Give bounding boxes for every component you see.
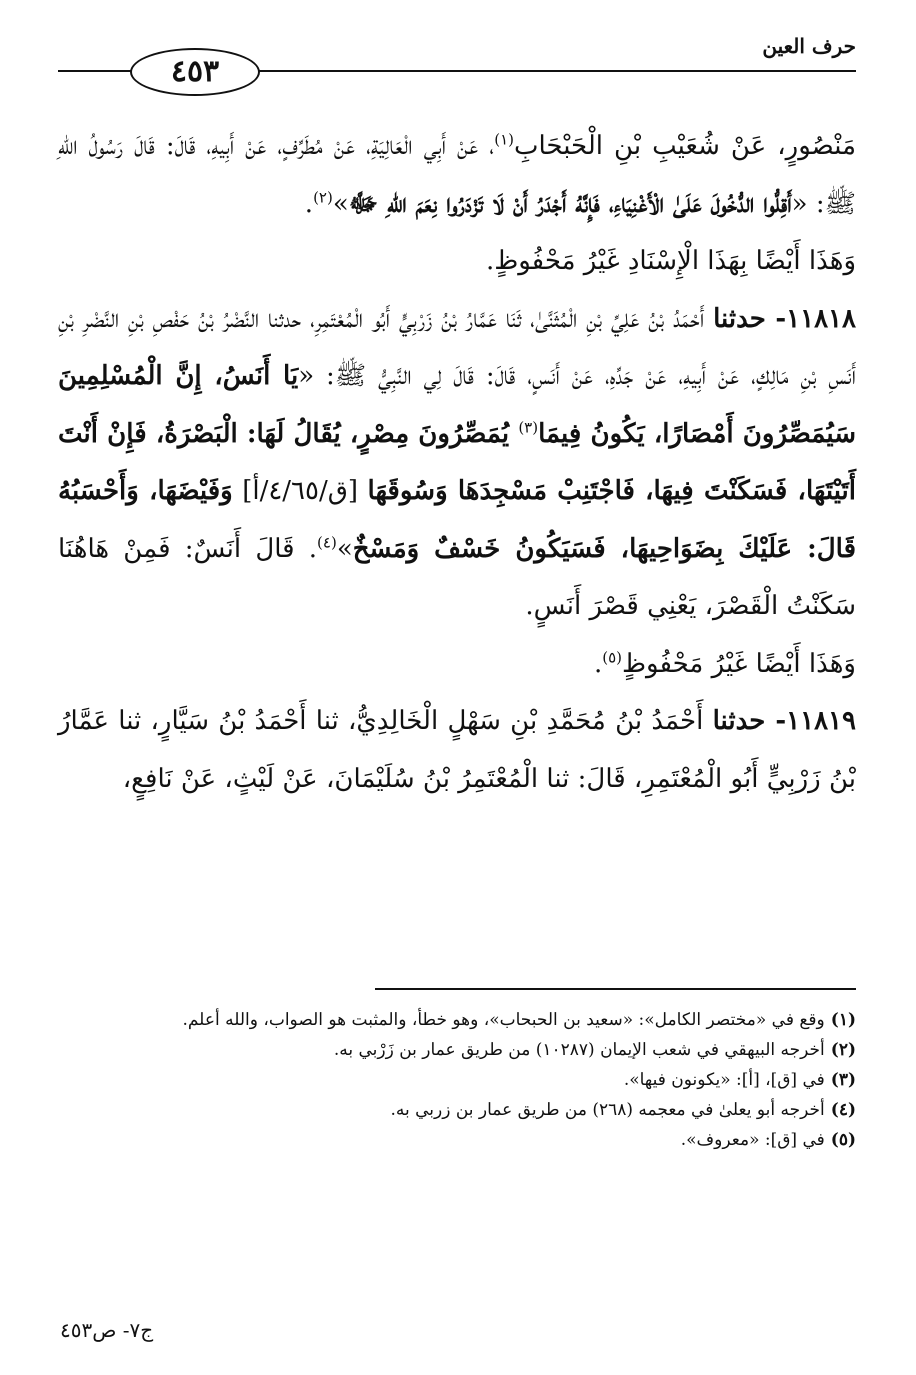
footnote-ref: (٥) xyxy=(602,647,622,666)
text-segment: [ق/٤/٦٥/أ] xyxy=(232,476,368,506)
text-segment: » xyxy=(332,188,349,219)
text-segment: وَهَذَا أَيْضًا بِهَذَا الْإِسْنَادِ غَيْرُ مَحْفُوظٍ. xyxy=(485,246,856,276)
main-text xyxy=(58,118,856,808)
footnote-mark: (٥) xyxy=(830,1130,856,1150)
paragraph-p1 xyxy=(58,118,856,233)
footnote-text: أخرجه البيهقي في شعب الإيمان (١٠٢٨٧) من طريق عمار بن زَرْبي به. xyxy=(333,1040,825,1060)
page-header xyxy=(58,30,856,100)
footnote xyxy=(58,1035,856,1065)
page-number: ٤٥٣ xyxy=(170,54,220,89)
bold-text: ١١٨١٩- حدثنا xyxy=(712,706,856,736)
footnotes xyxy=(58,1005,856,1155)
footnote-mark: (١) xyxy=(830,1010,856,1030)
footnote xyxy=(58,1005,856,1035)
text-segment: » xyxy=(336,533,353,564)
paragraph-p5 xyxy=(58,693,856,808)
text-segment: وَهَذَا أَيْضًا غَيْرُ مَحْفُوظٍ xyxy=(622,648,856,679)
paragraph-p4 xyxy=(58,636,856,694)
footnote-mark: (٣) xyxy=(830,1070,856,1090)
bold-text: وَفَيْضَهَا، وَأَحْسَبُهُ قَالَ: عَلَيْكَ بِضَوَاحِيهَا، فَسَيَكُونُ خَسْفٌ وَمَسْخٌ xyxy=(58,476,857,564)
text-segment: . قَالَ أَنَسٌ: فَمِنْ هَاهُنَا سَكَنْتُ الْقَصْرَ، يَعْنِي قَصْرَ أَنَسٍ. xyxy=(58,533,856,621)
text-segment: . xyxy=(304,188,314,219)
footnote-ref: (١) xyxy=(494,130,515,149)
page-number-badge xyxy=(130,48,260,96)
footnote xyxy=(58,1065,856,1095)
text-segment: ، عَنْ أَبِي الْعَالِيَةِ، عَنْ مُطَرِّفٍ، عَنْ أَبِيهِ، قَالَ: قَالَ رَسُولُ اللهِ ﷺ: « xyxy=(58,131,856,219)
footnote-ref: (٢) xyxy=(313,187,333,206)
paragraph-p3 xyxy=(58,291,856,636)
bold-text: ١١٨١٨- حدثنا xyxy=(713,303,856,334)
text-segment: أَحْمَدُ بْنُ مُحَمَّدِ بْنِ سَهْلٍ الْخَالِدِيُّ، ثنا أَحْمَدُ بْنُ سَيَّارٍ، ثنا عَمَّارُ بْنُ زَرْبِيٍّ أَبُو الْمُعْتَمِرِ، قَالَ: ثنا الْمُعْتَمِرُ بْنُ سُلَيْمَانَ، عَنْ لَيْثٍ، عَنْ نَافِعٍ، xyxy=(58,706,856,794)
footnote-text: في [ق]، [أ]: «يكونون فيها». xyxy=(623,1070,825,1090)
footnote-separator xyxy=(375,988,856,990)
volume-page-reference: ج٧- ص٤٥٣ xyxy=(60,1318,154,1342)
text-segment: أَحْمَدُ بْنُ عَلِيِّ بْنِ الْمُثَنَّىٰ، ثَنَا عَمَّارُ بْنُ زَرْبِيٍّ أَبُو الْمُعْتَمِرِ، حدثنا النَّضْرُ بْنُ حَفْصِ بْنِ النَّضْرِ بْنِ أَنَسِ بْنِ مَالِكٍ، عَنْ أَبِيهِ، عَنْ جَدِّهِ، عَنْ أَنَسٍ، قَالَ: قَالَ لِي النَّبِيُّ ﷺ: « xyxy=(58,303,857,391)
footnote-mark: (٢) xyxy=(830,1040,856,1060)
footnote-text: في [ق]: «معروف». xyxy=(680,1130,825,1150)
text-segment: . xyxy=(593,648,603,679)
footnote xyxy=(58,1125,856,1155)
footnote xyxy=(58,1095,856,1125)
footnote-text: أخرجه أبو يعلىٰ في معجمه (٢٦٨) من طريق عمار بن زربي به. xyxy=(390,1100,825,1120)
footnote-text: وقع في «مختصر الكامل»: «سعيد بن الحبحاب»، وهو خطأ، والمثبت هو الصواب، والله أعلم. xyxy=(182,1010,825,1030)
bold-text: يُمَصِّرُونَ مِصْرٍ، يُقَالُ لَهَا: الْبَصْرَةُ، فَإِنْ أَنْتَ أَتَيْتَهَا، فَسَكَنْتَ فِيهَا، فَاجْتَنِبْ مَسْجِدَهَا وَسُوقَهَا xyxy=(58,418,856,506)
paragraph-p2 xyxy=(58,233,856,291)
footnote-ref: (٣) xyxy=(518,417,539,436)
footnote-ref: (٤) xyxy=(317,532,337,551)
footnote-mark: (٤) xyxy=(830,1100,856,1120)
text-segment: مَنْصُورٍ، عَنْ شُعَيْبِ بْنِ الْحَبْحَابِ xyxy=(514,131,856,161)
bold-text: أَقِلُّوا الدُّخُولَ عَلَىٰ الْأَغْنِيَاءِ، فَإِنَّهُ أَجْدَرُ أَنْ لَا تَزْدَرُوا نِعَمَ اللهِ ﷻ xyxy=(348,188,792,219)
running-title: حرف العين xyxy=(762,34,856,58)
bold-text: يَا أَنَسُ، إِنَّ الْمُسْلِمِينَ سَيُمَصِّرُونَ أَمْصَارًا، يَكُونُ فِيمَا xyxy=(58,361,857,449)
